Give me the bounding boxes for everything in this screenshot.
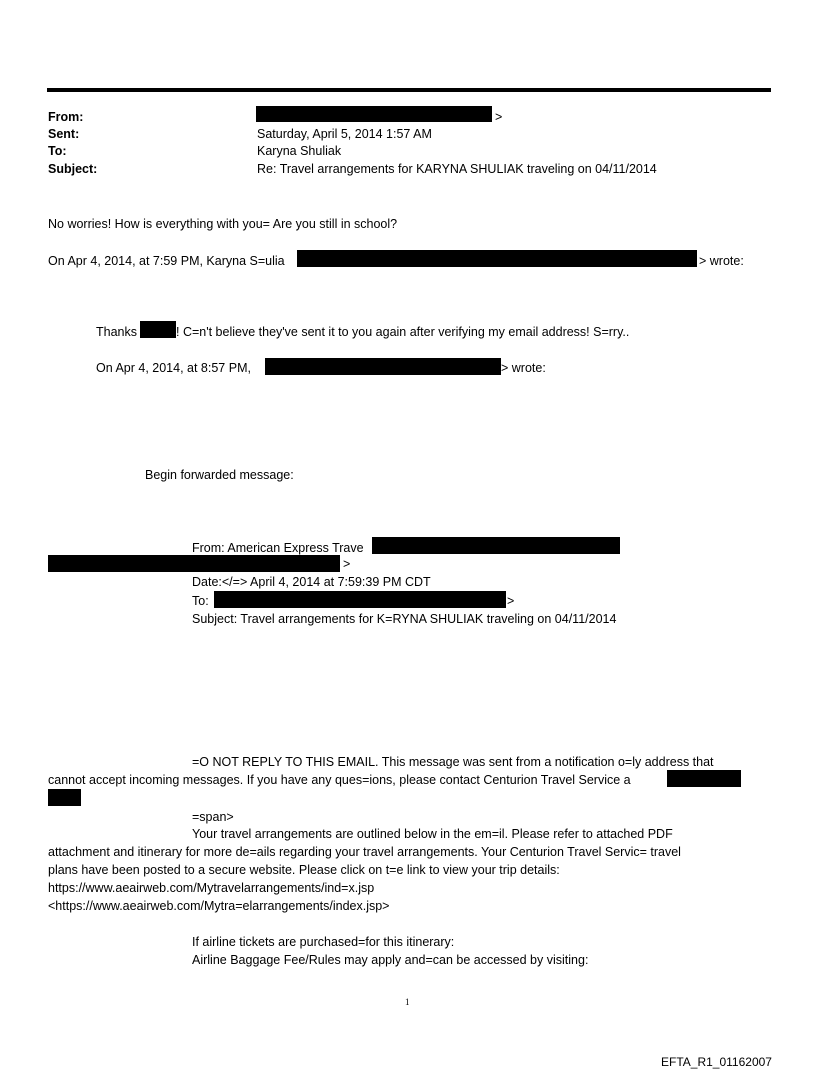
header-rule [47, 88, 771, 92]
span-line: =span> [192, 810, 234, 824]
airline-line-2: Airline Baggage Fee/Rules may apply and=can be accessed by visiting: [192, 953, 589, 967]
redaction-email-1 [297, 250, 697, 267]
body-line-4: On Apr 4, 2014, at 8:57 PM, [96, 361, 251, 375]
redaction-fwd-from-2 [48, 555, 340, 572]
document-id: EFTA_R1_01162007 [661, 1055, 772, 1069]
from-label: From: [48, 110, 84, 124]
para-line-3: plans have been posted to a secure website. Please click on t=e link to view your trip details: [48, 863, 560, 877]
to-label: To: [48, 144, 67, 158]
url-line-2: <https://www.aeairweb.com/Mytra=elarrangements/index.jsp> [48, 899, 390, 913]
thanks-suffix: ! C=n't believe they've sent it to you again after verifying my email address! S=rry.. [176, 325, 630, 339]
fwd-from-end: > [343, 557, 351, 571]
notice-line-2: cannot accept incoming messages. If you have any ques=ions, please contact Centurion Travel Service a [48, 773, 631, 787]
fwd-date: Date:</=> April 4, 2014 at 7:59:39 PM CDT [192, 575, 431, 589]
airline-line-1: If airline tickets are purchased=for this itinerary: [192, 935, 455, 949]
begin-forwarded: Begin forwarded message: [145, 468, 294, 482]
redaction-phone-2 [48, 789, 81, 806]
page-number: 1 [405, 997, 410, 1007]
redaction-phone-1 [667, 770, 741, 787]
url-line-1: https://www.aeairweb.com/Mytravelarrangements/ind=x.jsp [48, 881, 375, 895]
fwd-to-label: To: [192, 594, 209, 608]
redaction-from [256, 106, 492, 122]
para-line-1: Your travel arrangements are outlined below in the em=il. Please refer to attached PDF [192, 827, 673, 841]
fwd-from: From: American Express Trave [192, 541, 364, 555]
sent-value: Saturday, April 5, 2014 1:57 AM [257, 127, 432, 141]
body-line-1: No worries! How is everything with you= Are you still in school? [48, 217, 398, 231]
from-value: > [495, 110, 503, 124]
subject-label: Subject: [48, 162, 98, 176]
fwd-to-end: > [507, 594, 515, 608]
to-value: Karyna Shuliak [257, 144, 342, 158]
redaction-fwd-to [214, 591, 506, 608]
thanks-prefix: Thanks [96, 325, 137, 339]
redaction-name [140, 321, 176, 338]
body-line-4-suffix: > wrote: [501, 361, 546, 375]
fwd-subject: Subject: Travel arrangements for K=RYNA SHULIAK traveling on 04/11/2014 [192, 612, 617, 626]
body-line-2-suffix: > wrote: [699, 254, 744, 268]
para-line-2: attachment and itinerary for more de=ails regarding your travel arrangements. Your Centurion Travel Servic= travel [48, 845, 681, 859]
subject-value: Re: Travel arrangements for KARYNA SHULIAK traveling on 04/11/2014 [257, 162, 657, 176]
redaction-fwd-from-1 [372, 537, 620, 554]
redaction-email-2 [265, 358, 501, 375]
notice-line-1: =O NOT REPLY TO THIS EMAIL. This message was sent from a notification o=ly address that [192, 755, 714, 769]
body-line-2: On Apr 4, 2014, at 7:59 PM, Karyna S=ulia [48, 254, 285, 268]
sent-label: Sent: [48, 127, 80, 141]
